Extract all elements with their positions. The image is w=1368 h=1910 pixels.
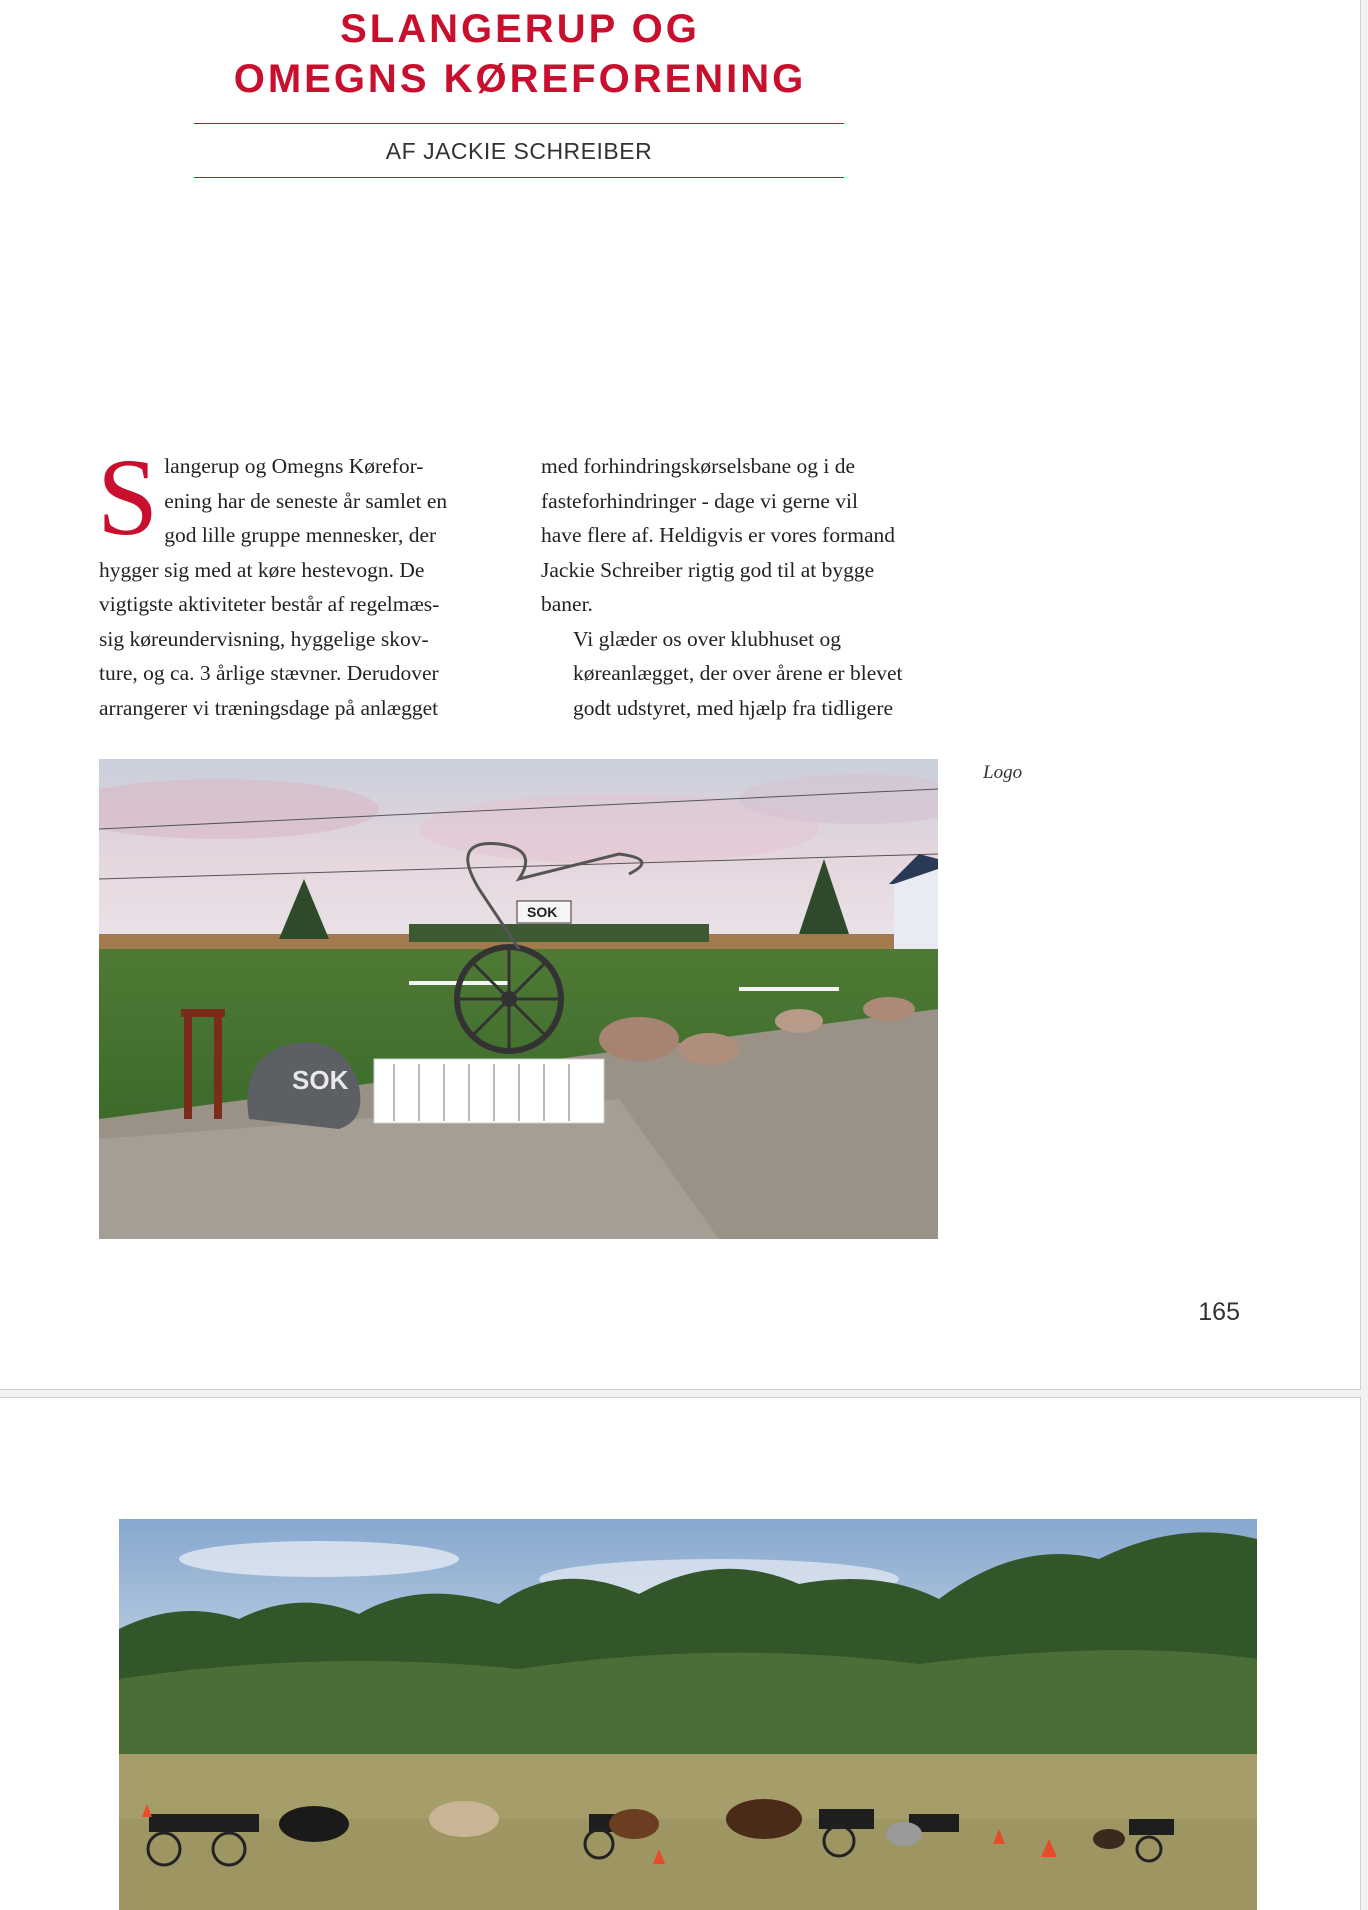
column-2-para-2-line: Vi glæder os over klubhuset og <box>573 626 842 651</box>
column-2-para-1-line: baner. <box>541 592 593 616</box>
column-2-para-1-line: fasteforhindringer - dage vi gerne vil <box>541 488 858 513</box>
logo-photo <box>99 759 938 1239</box>
title-rule-top <box>194 123 844 124</box>
carriage-group-photo <box>119 1519 1257 1910</box>
column-2-paragraph-1 <box>541 449 951 622</box>
column-2-paragraph-2 <box>541 622 951 726</box>
column-1-line: ening har de seneste år samlet en <box>164 488 448 513</box>
rock-sok-text: SOK <box>292 1065 349 1095</box>
column-1-line: vigtigste aktiviteter består af regelmæs- <box>99 592 440 616</box>
column-2-para-1-line: Jackie Schreiber rigtig god til at bygge <box>541 557 875 582</box>
byline: AF JACKIE SCHREIBER <box>385 138 653 164</box>
text-column-2 <box>541 449 951 725</box>
title-rule-bottom <box>194 177 844 178</box>
photo-caption: Logo <box>983 762 1023 783</box>
title-line-1: SLANGERUP OG <box>340 7 700 51</box>
column-1-line: god lille gruppe mennesker, der <box>164 523 437 547</box>
drop-cap: S <box>97 436 159 558</box>
article-title <box>194 4 846 104</box>
column-1-line: hygger sig med at køre hestevogn. De <box>99 557 425 582</box>
carriage-photo-illustration <box>119 1519 1257 1910</box>
title-line-2: OMEGNS KØREFORENING <box>233 57 807 101</box>
column-1-body <box>97 436 509 725</box>
column-2-para-1-line: have flere af. Heldigvis er vores formand <box>541 523 896 547</box>
column-2-para-2-line: køreanlægget, der over årene er blevet <box>573 661 903 685</box>
page-number: 165 <box>1198 1298 1240 1326</box>
column-1-line: sig køreundervisning, hyggelige skov- <box>99 626 429 651</box>
column-1-line: langerup og Omegns Kørefor- <box>164 454 424 478</box>
column-1-line: arrangerer vi træningsdage på anlægget <box>99 695 439 720</box>
column-2-para-1-line: med forhindringskørselsbane og i de <box>541 454 856 478</box>
column-1-line: ture, og ca. 3 årlige stævner. Derudover <box>99 661 439 685</box>
column-2-para-2-line: godt udstyret, med hjælp fra tidligere <box>573 695 894 720</box>
sign-sok-text: SOK <box>527 904 558 920</box>
next-page <box>0 1397 1361 1910</box>
text-column-1 <box>97 436 509 725</box>
logo-photo-illustration <box>99 759 938 1239</box>
